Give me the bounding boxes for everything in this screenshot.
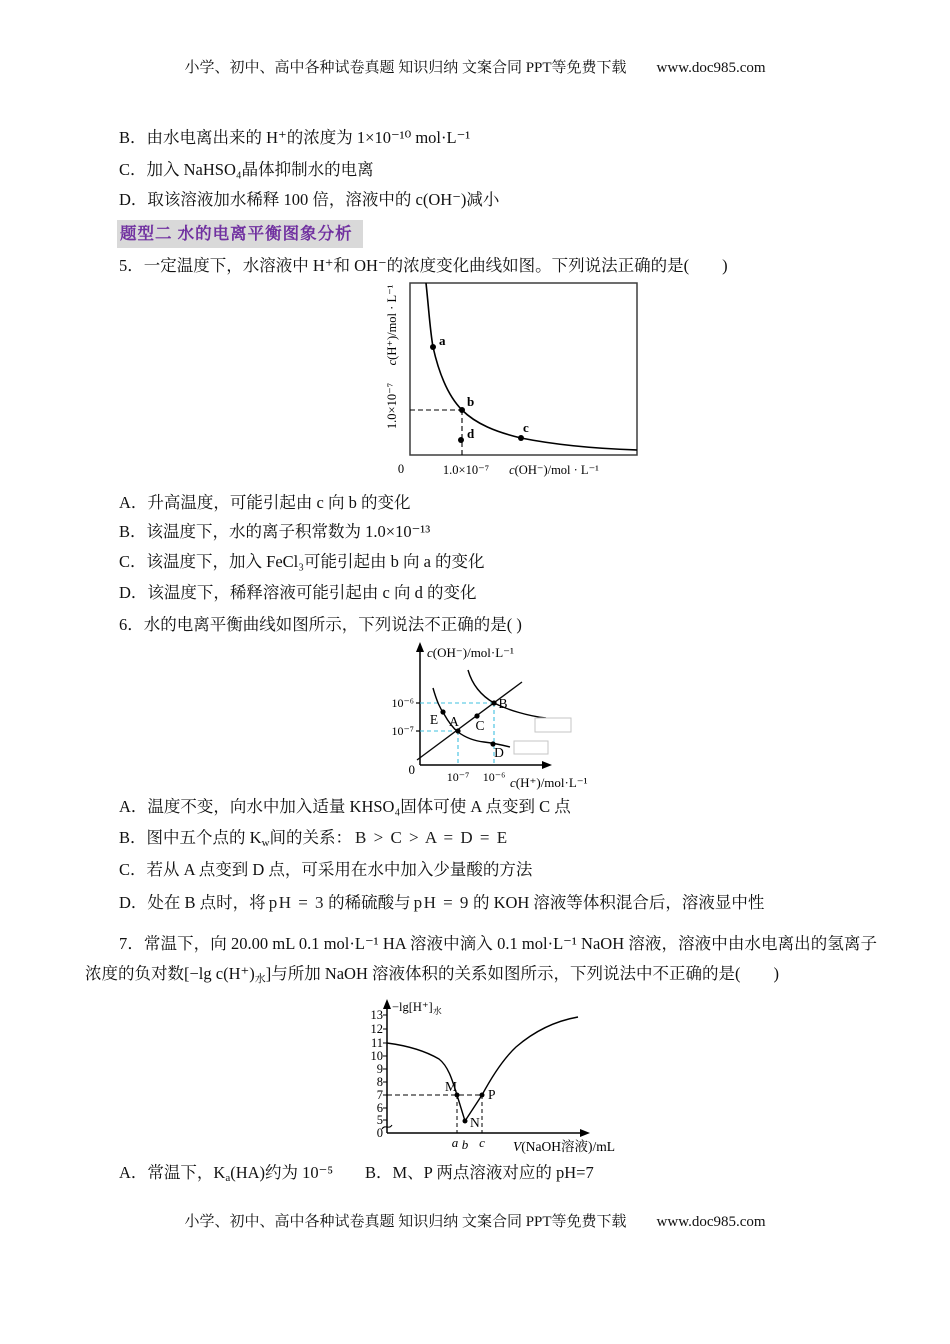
option-text: 处在 B 点时，将	[147, 893, 266, 912]
q6-x-axis-label	[510, 775, 588, 790]
q6-option-c	[119, 859, 532, 881]
option-text: 的稀硫酸与	[328, 893, 411, 912]
q5-origin-label: 0	[397, 462, 405, 476]
q7-point-P	[480, 1093, 485, 1098]
ka-subscript: a	[225, 1172, 231, 1184]
y-axis-rest: (H⁺)/mol · L⁻¹	[385, 284, 399, 360]
q5-option-c	[119, 551, 485, 573]
q7-ytick-9: 9	[376, 1062, 383, 1076]
q6-blank-box-1	[535, 718, 571, 732]
option-label: A．	[119, 797, 148, 816]
q7-xtick-a: a	[451, 1135, 459, 1150]
water-subscript: 水	[254, 973, 266, 985]
q6-origin-label: 0	[408, 762, 415, 777]
option-label: C．	[119, 860, 147, 879]
q6-option-d	[119, 892, 764, 914]
option-label: A．	[119, 493, 148, 512]
option-text: 加入 NaHSO₄晶体抑制水的电离	[146, 160, 374, 179]
x-axis-rest: (H⁺)/mol·L⁻¹	[515, 775, 588, 790]
option-text: 该温度下，水的离子积常数为 1.0×10⁻¹³	[146, 522, 431, 541]
q5-x-axis-label	[509, 463, 599, 477]
q6-x-tick-2-label: 10⁻⁶	[482, 770, 506, 784]
q6-point-E	[440, 709, 445, 714]
q6-point-D-label: D	[494, 745, 504, 760]
q6-option-b	[119, 827, 512, 854]
q4-option-b	[119, 127, 470, 149]
q5-point-d-label: d	[467, 426, 475, 441]
x-axis-rest: (NaOH溶液)/mL	[521, 1139, 615, 1154]
page-header	[0, 57, 950, 79]
q6-y-axis-label	[427, 645, 514, 660]
option-label: B．	[119, 828, 147, 847]
q6-point-B-label: B	[498, 696, 508, 711]
q6-option-a	[119, 796, 571, 818]
x-axis-rest: (OH⁻)/mol · L⁻¹	[514, 463, 599, 477]
q7-ytick-6: 6	[376, 1101, 383, 1115]
q5-point-c	[518, 435, 524, 441]
q5-point-b	[459, 407, 465, 413]
q7-point-M-label: M	[444, 1079, 458, 1094]
q7-figure	[330, 995, 660, 1160]
q6-y-tick-1-label: 10⁻⁶	[391, 696, 414, 710]
q6-x-tick-1-label: 10⁻⁷	[446, 770, 470, 784]
q7-ytick-13: 13	[370, 1008, 383, 1022]
page-footer	[0, 1211, 950, 1233]
q7-y-axis-arrow	[383, 999, 391, 1009]
q4-option-c	[119, 159, 374, 181]
q7-x-axis-arrow	[580, 1129, 590, 1137]
option-text: 该温度下，稀释溶液可能引起由 c 向 d 的变化	[147, 583, 477, 602]
section-title: 题型二 水的电离平衡图象分析	[117, 220, 363, 248]
q7-stem	[85, 929, 877, 994]
q7-ytick-8: 8	[376, 1075, 383, 1089]
option-text: 由水电离出来的 H⁺的浓度为 1×10⁻¹⁰ mol·L⁻¹	[146, 128, 471, 147]
q7-ytick-7: 7	[376, 1088, 383, 1102]
q5-y-tick-label: 1.0×10⁻⁷	[385, 382, 399, 430]
footer-url: www.doc985.com	[656, 1214, 766, 1230]
option-text: (HA)约为 10⁻⁵	[230, 1163, 334, 1182]
q4-option-d	[119, 189, 499, 211]
q7-ytick-10: 10	[370, 1049, 383, 1063]
y-axis-subscript: 水	[432, 1006, 442, 1016]
ph9-formula: pH = 9	[413, 893, 470, 912]
option-label: A．	[119, 1163, 148, 1182]
option-label: D．	[119, 893, 148, 912]
q5-point-c-label: c	[523, 420, 529, 435]
option-text: 升高温度，可能引起由 c 向 b 的变化	[147, 493, 411, 512]
q6-point-C-label: C	[475, 718, 485, 733]
option-text: 常温下，K	[147, 1163, 226, 1182]
footer-text: 小学、初中、高中各种试卷真题 知识归纳 文案合同 PPT等免费下载	[184, 1214, 627, 1230]
q6-y-axis-arrow	[416, 642, 424, 652]
header-url: www.doc985.com	[656, 60, 766, 76]
y-axis-var: c	[385, 359, 399, 366]
q6-y-tick-2-label: 10⁻⁷	[391, 724, 414, 738]
q5-figure	[365, 278, 665, 483]
option-label: D．	[119, 583, 148, 602]
q7-xtick-b: b	[461, 1137, 469, 1152]
option-text: 温度不变，向水中加入适量 KHSO₄固体可使 A 点变到 C 点	[147, 797, 571, 816]
option-label: C．	[119, 160, 147, 179]
y-axis-rest: (OH⁻)/mol·L⁻¹	[432, 645, 514, 660]
option-label: C．	[119, 552, 147, 571]
option-label: B．	[119, 522, 147, 541]
q7-point-N	[463, 1119, 468, 1124]
option-text: 图中五个点的 K	[146, 828, 262, 847]
q6-point-E-label: E	[429, 712, 439, 727]
option-text: 该温度下，加入 FeCl₃可能引起由 b 向 a 的变化	[146, 552, 485, 571]
q5-x-tick-label: 1.0×10⁻⁷	[442, 463, 490, 477]
q7-y-axis-label	[392, 1000, 442, 1016]
q7-ytick-11: 11	[370, 1036, 383, 1050]
q7-ytick-12: 12	[370, 1022, 383, 1036]
option-label: B．	[119, 128, 147, 147]
kw-subscript: w	[261, 837, 270, 849]
q6-blank-box-2	[514, 741, 548, 754]
option-text: 若从 A 点变到 D 点，可采用在水中加入少量酸的方法	[146, 860, 533, 879]
q7-origin-label: 0	[376, 1126, 383, 1140]
q5-point-d	[458, 437, 464, 443]
option-text: 取该溶液加水稀释 100 倍，溶液中的 c(OH⁻)减小	[147, 190, 500, 209]
option-text: 的 KOH 溶液等体积混合后，溶液显中性	[472, 893, 765, 912]
option-text: 间的关系：	[269, 828, 353, 847]
q6-point-A	[455, 728, 460, 733]
option-text: M、P 两点溶液对应的 pH=7	[392, 1163, 594, 1182]
x-axis-var: c	[509, 463, 515, 477]
option-label: B．	[365, 1163, 393, 1182]
q6-figure	[370, 638, 630, 793]
q7-point-N-label: N	[470, 1115, 480, 1130]
ph3-formula: pH = 3	[268, 893, 326, 912]
q7-xtick-c: c	[479, 1135, 485, 1150]
q5-option-d	[119, 582, 477, 604]
x-axis-var: V	[513, 1139, 522, 1154]
stem-text: 7．常温下，向 20.00 mL 0.1 mol·L⁻¹ HA 溶液中滴入 0.1 mol·L⁻¹ NaOH 溶液，溶液中由水电离出的氢离子浓度的负对数[−lg c(H⁺)	[85, 934, 877, 983]
q7-ytick-5: 5	[376, 1113, 383, 1127]
q5-stem: 5．一定温度下，水溶液中 H⁺和 OH⁻的浓度变化曲线如图。下列说法正确的是( )	[119, 256, 728, 275]
q5-point-b-label: b	[467, 394, 475, 409]
q5-option-a	[119, 492, 411, 514]
q5-y-axis-label	[385, 284, 399, 365]
kw-relation-formula: B > C > A = D = E	[355, 828, 509, 847]
q6-point-A-label: A	[449, 714, 459, 729]
q5-point-a-label: a	[439, 333, 446, 348]
q5-option-b	[119, 521, 430, 543]
q6-x-axis-arrow	[542, 761, 552, 769]
q7-x-axis-label	[513, 1138, 615, 1154]
option-label: D．	[119, 190, 148, 209]
q5-hyperbola-curve	[426, 283, 637, 450]
q6-point-B	[491, 700, 496, 705]
q7-point-P-label: P	[488, 1087, 496, 1102]
stem-text: ]与所加 NaOH 溶液体积的关系如图所示，下列说法中不正确的是( )	[265, 964, 780, 983]
q6-stem: 6．水的电离平衡曲线如图所示，下列说法不正确的是( )	[119, 615, 522, 634]
q7-option-a	[119, 1162, 333, 1189]
header-text: 小学、初中、高中各种试卷真题 知识归纳 文案合同 PPT等免费下载	[184, 60, 627, 76]
x-axis-var: c	[510, 775, 516, 790]
q7-option-b	[365, 1162, 594, 1184]
y-axis-var: c	[427, 645, 433, 660]
q5-point-a	[430, 344, 436, 350]
y-axis-main: −lg[H⁺]	[392, 1000, 433, 1014]
